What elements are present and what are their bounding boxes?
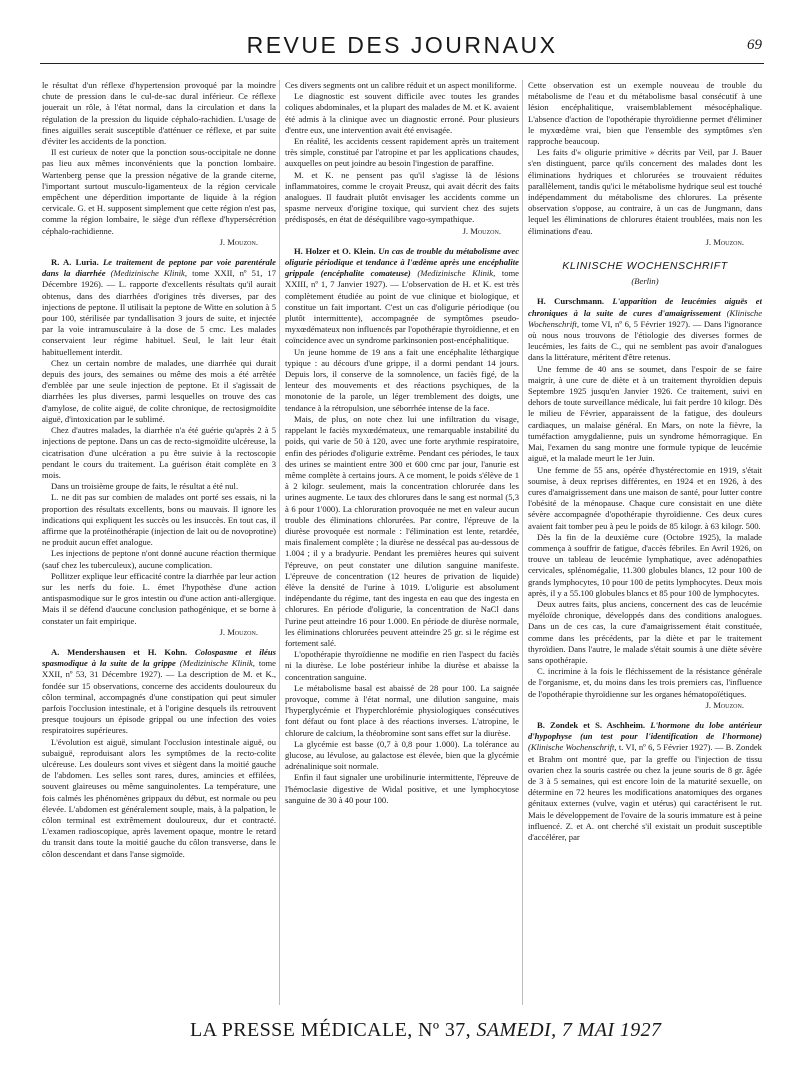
article-title: Le traitement de peptone par voie parentérale dans la diarrhée (42, 257, 276, 279)
page-number: 69 (747, 37, 762, 53)
paragraph: La glycémie est basse (0,7 à 0,8 pour 1.000). La tolérance au glucose, au lévulose, au galactose est élevée, bien que la glycémie adrénalinique soit normale. (285, 738, 519, 772)
article-author: A. Mendershausen et H. Kohn. (51, 646, 188, 657)
paragraph: En réalité, les accidents cessent rapidement après un traitement très simple, constitué par l'atropine et par les applications chaudes, auxquelles on peut joindre au besoin l'ingestion de paraffine. (285, 136, 519, 169)
paragraph: M. et K. ne pensent pas qu'il s'agisse là de lésions inflammatoires, comme le croyait Preusz, qui avait décrit des faits analogues. Il faudrait plutôt envisager les accidents comme un spasme nerveux d'origine toxique, qui survient chez des sujets prédisposés, en état de déséquilibre vago-sympathique. (285, 169, 519, 225)
signature: J. Mouzon. (705, 699, 744, 710)
paragraph: le résultat d'un réflexe d'hypertension provoqué par la moindre chute de pression dans le cul-de-sac dural inférieur. Ce réflexe jouerait un rôle, à l'état normal, dans la circulation et dans la régulation de la pression du liquide céphalo-rachidien. L'usage de fines aiguilles serait susceptible d'atténuer ce réflexe, et par suite d'éviter les accidents de la ponction. (42, 80, 276, 147)
article-author: R. A. Luria. (51, 257, 99, 268)
paragraph: Dans un troisième groupe de faits, le résultat a été nul. (51, 481, 239, 492)
article-head (42, 257, 276, 358)
paragraph: Un jeune homme de 19 ans a fait une encéphalite léthargique typique : au décours d'une grippe, il a dormi pendant 14 jours. Depuis lors, il conserve de la somnolence, un faciès figé, de la lenteur des mouvements et des réactions psychiques, de la monotonie de la parole, un léger tremblement des doigts, une tendance à la rétropulsion, une séborrhée intense de la face. (285, 346, 519, 413)
paragraph: Pollitzer explique leur efficacité contre la diarrhée par leur action sur les nerfs du foie. L. émet l'hypothèse d'une action antispasmodique sur le gros intestin ou d'une action anti-allergique. Mais il se défend d'aucune conclusion pathogénique, et se borne à constater un fait empirique. (42, 570, 276, 626)
article-source: (Klinische Wochenschrift, (528, 742, 617, 753)
paragraph: Enfin il faut signaler une urobilinurie intermittente, l'épreuve de l'hémoclasie digestive de Widal positive, et une lymphocytose sanguine de 30 à 40 pour 100. (285, 772, 519, 805)
paragraph: L'évolution est aiguë, simulant l'occlusion intestinale aiguë, ou subaiguë, reproduisant alors les symptômes de la recto-colite ulcéreuse. Les douleurs sont vives et siègent dans la moitié gauche de l'abdomen. Les selles sont rares, dures, amincies et effilées, souvent glaireuses ou même sanguinolentes. La température, une fois calmés les phénomènes grippaux du début, est normale ou peu élevée. L'abdomen est généralement souple, mais, à la palpation, le côlon terminal est extrêmement douloureux, dur et contracté. L'examen radioscopique, après lavement opaque, montre le retard du transit dans toute la moitié gauche du côlon transverse, dans le côlon descendant et dans l'anse sigmoïde. (42, 736, 276, 859)
article-source: (Medizinische Klinik, (110, 268, 188, 279)
article-head (285, 246, 519, 347)
paragraph: Les faits d'« oligurie primitive » décrits par Veil, par J. Bauer s'en distinguent, parce qu'ils concernent des malades dont les éliminations hydriques et chlorurées se trouvaient réduites parallèlement, tandis qu'ici le métabolisme hydrique seul est touché indépendamment du métabolisme des chlorures. La présente observation s'oppose, au contraire, à un cas de Jungmann, dans lequel les éliminations de chlorures étaient troublées, mais non les éliminations d'eau. (528, 147, 762, 236)
column-3 (522, 80, 762, 1005)
article-source: (Medizinische Klinik, (417, 268, 496, 279)
article-author: H. Holzer et O. Klein. (294, 245, 376, 256)
column-1 (42, 80, 276, 1005)
paragraph: Le métabolisme basal est abaissé de 28 pour 100. La saignée provoque, comme à l'état normal, une dilution sanguine, mais l'hyperglycémie et l'hyperchlorémie physiologiques consécutives font défaut ou font place à des réactions inverses. L'atropine, le chlorure de calcium, la théobromine sont sans effet sur la diurèse. (285, 682, 519, 738)
article-source: (Klinische Wochenschrift, (528, 307, 762, 329)
journal-section-title: REVUE DES JOURNAUX (246, 32, 558, 58)
paragraph: Ces divers segments ont un calibre réduit et un aspect moniliforme. (285, 80, 517, 90)
paragraph: Une femme de 40 ans se soumet, dans l'espoir de se faire maigrir, à une cure de diète et à un traitement thyroïdien depuis Septembre 1925 jusqu'en Janvier 1926. Ce traitement, suivi en dehors de toute surveillance médicale, lui fait perdre 10 kilogr. Dès le milieu de Février, apparaissent de la fatigue, des douleurs cardiaques, un malaise général. En Mars, on note la fièvre, la tuméfaction amygdalienne, puis un syndrome hémorragique. En Mai, l'examen du sang montre une formule typique de leucémie aiguë, et la malade meurt le 1er Juin. (528, 363, 762, 464)
article-mendershausen (42, 647, 276, 860)
article-head (42, 647, 276, 737)
paragraph: Une femme de 55 ans, opérée d'hystérectomie en 1919, s'était soumise, à deux reprises différentes, en 1924 et en 1926, à des cures d'amaigrissement dans une maison de santé, pour lutter contre l'obésité de la ménopause. Chaque cure consistait en une diète sévère accompagnée d'opothérapie thyroïdienne. Ces deux cures avaient fait tomber peu à peu le poids de 85 kilogr. à 63 kilogr. 500. (528, 464, 762, 531)
article-head (528, 296, 762, 363)
paragraph: Cette observation est un exemple nouveau de trouble du métabolisme de l'eau et du métabolisme basal consécutif à une lésion encéphalitique, vraisemblablement mésocéphalique. L'absence d'action de l'opothérapie thyroïdienne permet d'éliminer le myxœdème vrai, bien que l'ensemble des symptômes s'en rapproche beaucoup. (528, 80, 762, 147)
article-curschmann (528, 296, 762, 711)
paragraph: Chez un certain nombre de malades, une diarrhée qui durait depuis des jours, des semaines ou même des mois a été arrêtée d'emblée par une seule injection de peptone. Et il s'agissait de diarrhées les plus diverses, parmi lesquelles on trouve des cas d'amylose, de colite aiguë, de colite chronique, de rectosigmoïdite aiguë, d'intoxication par le sublimé. (42, 357, 276, 424)
article-zondek-aschheim (528, 720, 762, 843)
article-title: Colospasme et iléus spasmodique à la suite de la grippe (42, 646, 276, 669)
article-reference: tome XXIII, nº 1, 7 Janvier 1927). — L'observation de H. et K. est très complètement étudiée au point de vue clinique et biologique, et constitue un fait important. C'est un cas d'oligurie périodique (ou plutôt intermittente), accompagnée de symptômes pseudo-myxœdémateux non influencés par l'opothérapie thyroïdienne, et en coïncidence avec un syndrome parkinsonien post-encéphalitique. (285, 268, 519, 346)
article-head (528, 720, 762, 843)
page-footer (190, 1019, 661, 1042)
paragraph: L'opothérapie thyroïdienne ne modifie en rien l'aspect du faciès ni la diurèse. Le lobe postérieur inhibe la diurèse et abaisse la concentration sanguine. (285, 649, 519, 682)
signature: J. Mouzon. (219, 626, 258, 637)
article-reference: tome XXII, nº 51, 17 Décembre 1926). — L. rapporte d'excellents résultats qu'il aurait obtenus, dans des diarrhées d'origines très diverses, par des injections de peptone. Il utilisait la peptone de Witte en solution à 5 pour 100, stérilisée par tyndallisation 3 jours de suite, et injectée par la voie intramusculaire à la dose de 5 cmc. Les malades conservaient leur régime habituel. Seul, le lait leur était habituellement interdit. (42, 268, 276, 357)
footer-date: SAMEDI, 7 MAI 1927 (476, 1019, 662, 1041)
column-2 (279, 80, 519, 1005)
article-holzer-klein (285, 246, 519, 806)
article-reference: t. VI, nº 6, 5 Février 1927). — B. Zondek et Brahm ont montré que, par la greffe ou l'injection de tissu ovarien chez la souris castrée ou chez la jeune souris de 8 gr. âgée de 3 à 5 semaines, qui est encore loin de la maturité sexuelle, on détermine en 72 heures les modifications anatomiques des organes génitaux externes (vulve, vagin et utérus) qui caractérisent le rut. Mais le développement de l'ovaire de la souris immature est à peine influencé. Z. et A. ont cherché s'il existait un produit susceptible d'accélérer, par (528, 742, 762, 842)
section-title: KLINISCHE WOCHENSCHRIFT (562, 260, 728, 273)
paragraph: Dès la fin de la deuxième cure (Octobre 1925), la malade commença à souffrir de fatigue, d'accès fébriles. En Avril 1926, on trouve un tableau de leucémie lymphatique, avec adénopathies cervicales, splénomégalie, 11.300 globules blancs, 12 pour 100 de grands lymphocytes, 10 pour 100 de petits lymphocytes. Deux mois après, il y a 55.100 globules blancs et 85 pour 100 de lymphocytes. (528, 531, 762, 598)
paragraph: Les injections de peptone n'ont donné aucune réaction thermique (sauf chez les tuberculeux), aucune complication. (42, 548, 276, 570)
section-city: (Berlin) (631, 276, 659, 287)
paragraph: Il est curieux de noter que la ponction sous-occipitale ne donne pas lieu aux mêmes inconvénients que la ponction lombaire. Wartenberg pense que la pression négative de la grande citerne, l'important surtout musculo-ligamenteux de la région cervicale empêchent une déperdition importante de liquide à la région cervicale. G. et H. supposent simplement que cette région n'est pas, comme la région lombaire, le siège d'un réflexe d'hypersécrétion céphalo-rachidienne. (42, 147, 276, 236)
article-source: (Medizinische Klinik, (179, 658, 255, 669)
header-rule (40, 63, 764, 64)
paragraph: Mais, de plus, on note chez lui une infiltration du visage, rappelant le faciès myxœdémateux, une remarquable instabilité du poids, qui varie de 50 à 120, avec une forte arythmie respiratoire, enfin des périodes d'oligurie extrême. Pendant ces périodes, le taux des urines se maintient entre 300 et 600 cmc par jour, l'anurie est même complète à certains jours. A ce moment, le poids s'élève de 1 à 2 kilogr. seulement, mais la concentration chlorurée dans les urines augmente. Le taux des chlorures dans le sang est normal (5,3 à 6 pour 1'000). La chloruration provoquée ne met en valeur aucun trouble des éliminations chlorurées. Par contre, l'épreuve de la diurèse provoquée est normale : l'élimination est lente, retardée, mais finalement complète ; la diurèse ne dessécal pas au-dessous de 1.004 ; il y a bradyurie. Pendant les premières heures qui suivent l'épreuve, on peut constater une dilution sanguine manifeste. L'épreuve de concentration (12 heures de privation de liquide) élève la densité de l'urine à 1019. L'oligurie est absolument indépendante du régime, tant des ingesta en eau que des ingesta en chlorures. En période d'oligurie, la concentration de NaCl dans l'urine peut atteindre 16 pour 1.000. En période de diurèse normale, les éliminations chlorurées peuvent atteindre 25 gr. si le régime est fortement salé. (285, 413, 519, 648)
page-header (40, 32, 764, 64)
signature: J. Mouzon. (462, 225, 501, 236)
paragraph: Chez d'autres malades, la diarrhée n'a été guérie qu'après 2 à 5 injections de peptone. Dans un cas de recto-sigmoïdite ulcéreuse, la cicatrisation d'une ulcération a pu être suivie à la rectoscopie pendant le cours du traitement. La guérison était complète en 3 mois. (42, 425, 276, 480)
signature: J. Mouzon. (705, 236, 744, 247)
article-title: Un cas de trouble du métabolisme avec oligurie périodique et tendance à l'œdème après une encéphalite grippale (encéphalite comateuse) (285, 245, 519, 279)
text-columns (42, 80, 762, 1005)
article-author: H. Curschmann. (537, 296, 605, 307)
article-author: B. Zondek et S. Aschheim. (537, 719, 646, 730)
article-luria (42, 257, 276, 638)
article-title: L'apparition de leucémies aiguës et chroniques à la suite de cures d'amaigrissement (528, 296, 762, 318)
article-title: L'hormone du lobe antérieur d'hypophyse (un test pour l'identification de l'hormone) (528, 719, 762, 742)
footer-journal: LA PRESSE MÉDICALE, (190, 1019, 413, 1041)
paragraph: C. incrimine à la fois le fléchissement de la résistance générale de l'organisme, et, du moins dans les trois premiers cas, l'influence de l'opothérapie thyroïdienne sur les organes hématopoïétiques. (528, 666, 762, 699)
paragraph: Le diagnostic est souvent difficile avec toutes les grandes coliques abdominales, et la plupart des malades de M. et K. avaient été admis à la clinique avec un diagnostic erroné. Pour plusieurs d'entre eux, une intervention avait été envisagée. (285, 91, 519, 135)
signature: J. Mouzon. (219, 236, 258, 247)
paragraph: Deux autres faits, plus anciens, concernent des cas de leucémie myéloïde chronique, développés dans des conditions analogues. Dans un de ces cas, la cure d'amaigrissement était constituée, comme dans les précédents, par la diète et par le traitement thyroïdien. Dans l'autre, le malade s'était soumis à une diète sévère sans opothérapie. (528, 598, 762, 665)
paragraph: L. ne dit pas sur combien de malades ont porté ses essais, ni la proportion des résultats excellents, bons ou mauvais. Il ignore les indications qui expliquent les succès ou les insuccès. En tout cas, il affirme que la protéinothérapie (injection de lait ou de novoprotine) ne produit aucun effet analogue. (42, 492, 276, 548)
footer-issue: Nº 37, (418, 1019, 472, 1041)
article-reference: tome XXII, nº 53, 31 Décembre 1927). — La description de M. et K., fondée sur 15 observations, concerne des accidents douloureux du côlon terminal, accompagnés d'une constipation qui peut simuler parfois l'occlusion intestinale, et à l'origine desquels ils retrouvent presque toujours un épisode grippal ou une infection des voies respiratoires supérieures. (42, 658, 276, 736)
article-reference: tome VI, nº 6, 5 Février 1927). — Dans l'ignorance où nous nous trouvons de l'étiologie des diverses formes de leucémies, les faits de C., qui ne semblent pas avoir d'analogues dans la littérature, méritent d'être retenus. (528, 318, 762, 363)
